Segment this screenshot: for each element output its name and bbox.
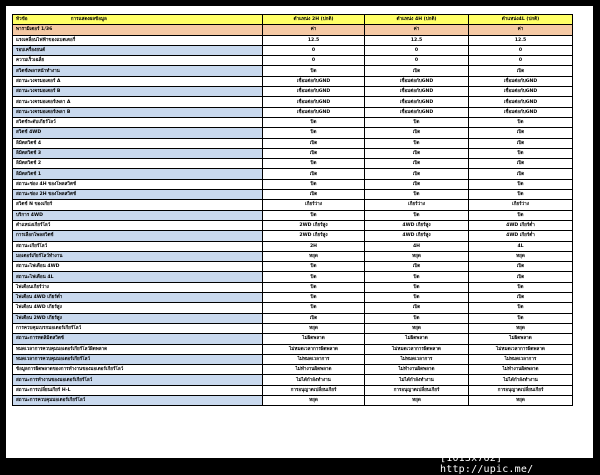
row-label: ลิมิตสวิตช์ 1 xyxy=(13,169,263,179)
value-2h: ไม่ได้กำลังทำงาน xyxy=(263,375,365,385)
value-4l: เชื่อมต่อกับGND xyxy=(469,97,573,107)
row-label: ไฟเตือน 4WD เกียร์ต่ำ xyxy=(13,293,263,303)
header-pos-4l: ตำแหน่ง4L (ปกติ) xyxy=(469,15,573,25)
table-row xyxy=(13,251,573,261)
row-label: ข้อมูลการผิดพลาดของการทำงานของมอเตอร์เกียร์โลว์ xyxy=(13,365,263,375)
value-4h: เปิด xyxy=(365,179,469,189)
table-row xyxy=(13,56,573,66)
table-row xyxy=(13,375,573,385)
value-2h: เชื่อมต่อกับGND xyxy=(263,107,365,117)
value-4h: หยุด xyxy=(365,395,469,405)
header-row xyxy=(13,15,573,25)
row-label: สถานะไฟเตือน 4L xyxy=(13,272,263,282)
row-label: สถานะวงจรมอเตอร์เพลา B xyxy=(13,107,263,117)
value-2h: ปิด xyxy=(263,66,365,76)
value-4l: ปิด xyxy=(469,303,573,313)
header-item: หัวข้อ xyxy=(16,17,28,23)
value-4h: 0 xyxy=(365,56,469,66)
row-label: การควบคุมเบรกมอเตอร์เกียร์โลว์ xyxy=(13,323,263,333)
value-2h: หยุด xyxy=(263,323,365,333)
table-row xyxy=(13,220,573,230)
row-label: สถานะการทดลิมิตสวิตช์ xyxy=(13,334,263,344)
value-2h: ปิด xyxy=(263,210,365,220)
value-4h: เปิด xyxy=(365,128,469,138)
table-row xyxy=(13,385,573,395)
value-2h: ไม่ทำงานผิดพลาด xyxy=(263,365,365,375)
value-4l: ไม่หมดเวลาการ xyxy=(469,354,573,364)
value-4l: 4WD เกียร์ต่ำ xyxy=(469,231,573,241)
value-4l: เปิด xyxy=(469,159,573,169)
value-2h: เชื่อมต่อกับGND xyxy=(263,76,365,86)
row-label: สถานะการทำงานของมอเตอร์เกียร์โลว์ xyxy=(13,375,263,385)
value-4h: เปิด xyxy=(365,303,469,313)
value-4h: เชื่อมต่อกับGND xyxy=(365,97,469,107)
table-row xyxy=(13,262,573,272)
value-4l: 0 xyxy=(469,45,573,55)
value-4l: เกียร์ว่าง xyxy=(469,200,573,210)
subheader-row xyxy=(13,25,573,35)
value-4h: ไม่ผิดพลาด xyxy=(365,334,469,344)
value-4l: เชื่อมต่อกับGND xyxy=(469,76,573,86)
row-label: รอบเครื่องยนต์ xyxy=(13,45,263,55)
value-4h: 4WD เกียร์สูง xyxy=(365,220,469,230)
table-row xyxy=(13,87,573,97)
value-2h: เปิด xyxy=(263,313,365,323)
table-row xyxy=(13,35,573,45)
table-row xyxy=(13,313,573,323)
value-2h: 0 xyxy=(263,56,365,66)
value-2h: ปิด xyxy=(263,128,365,138)
table-row xyxy=(13,210,573,220)
value-4l: ปิด xyxy=(469,190,573,200)
row-label: สถานะช่อง 4H ของโพลสวิตช์ xyxy=(13,179,263,189)
value-2h: ปิด xyxy=(263,262,365,272)
value-4h: ไม่หมดเวลาการผิดพลาด xyxy=(365,344,469,354)
value-4h: เปิด xyxy=(365,148,469,158)
value-4h: ปิด xyxy=(365,210,469,220)
value-2h: หยุด xyxy=(263,251,365,261)
value-4h: เชื่อมต่อกับGND xyxy=(365,107,469,117)
value-4l: 12.5 xyxy=(469,35,573,45)
value-4h: หยุด xyxy=(365,251,469,261)
table-row xyxy=(13,365,573,375)
value-2h: เปิด xyxy=(263,169,365,179)
row-label: สถานะวงจรมอเตอร์เพลา A xyxy=(13,97,263,107)
value-4l: ปิด xyxy=(469,179,573,189)
table-row xyxy=(13,344,573,354)
row-label: ไฟเตือน 2WD เกียร์สูง xyxy=(13,313,263,323)
value-4h: เชื่อมต่อกับGND xyxy=(365,76,469,86)
row-label: ลิมิตสวิตช์ 4 xyxy=(13,138,263,148)
header-display: การแสดงผลข้อมูล xyxy=(70,17,107,23)
value-2h: 2WD เกียร์สูง xyxy=(263,220,365,230)
table-row xyxy=(13,76,573,86)
table-row xyxy=(13,169,573,179)
value-4h: ไม่หมดเวลาการ xyxy=(365,354,469,364)
row-label: สวิตช์ระดับเกียร์โลว์ xyxy=(13,117,263,127)
value-4l: 0 xyxy=(469,56,573,66)
value-2h: ไม่ผิดพลาด xyxy=(263,334,365,344)
value-2h: 0 xyxy=(263,45,365,55)
table-row xyxy=(13,45,573,55)
value-4h: 4H xyxy=(365,241,469,251)
table-row xyxy=(13,293,573,303)
table-row xyxy=(13,190,573,200)
value-4l: เชื่อมต่อกับGND xyxy=(469,87,573,97)
value-2h: เปิด xyxy=(263,138,365,148)
value-4h: ไม่ทำงานผิดพลาด xyxy=(365,365,469,375)
value-2h: ปิด xyxy=(263,272,365,282)
value-4l: เปิด xyxy=(469,169,573,179)
value-4l: ปิด xyxy=(469,282,573,292)
row-label: หมดเวลาการควบคุมมอเตอร์เกียร์โลว์ผิดพลาด xyxy=(13,344,263,354)
value-4h: ปิด xyxy=(365,313,469,323)
value-4l: เปิด xyxy=(469,293,573,303)
value-2h: เปิด xyxy=(263,148,365,158)
table-row xyxy=(13,107,573,117)
value-2h: การอนุญาตเปลี่ยนเกียร์ xyxy=(263,385,365,395)
table-row xyxy=(13,303,573,313)
value-4h: เปิด xyxy=(365,262,469,272)
row-label: มอเตอร์เกียร์โลว์ทำงาน xyxy=(13,251,263,261)
value-4h: หยุด xyxy=(365,323,469,333)
value-2h: ไม่หมดเวลาการผิดพลาด xyxy=(263,344,365,354)
value-4l: เปิด xyxy=(469,138,573,148)
value-4l: ปิด xyxy=(469,148,573,158)
value-2h: เปิด xyxy=(263,190,365,200)
table-row xyxy=(13,272,573,282)
row-label: ไฟเตือนเกียร์ว่าง xyxy=(13,282,263,292)
table-row xyxy=(13,323,573,333)
row-label: ตำแหน่งเกียร์โลว์ xyxy=(13,220,263,230)
value-2h: เชื่อมต่อกับGND xyxy=(263,97,365,107)
value-2h: ปิด xyxy=(263,159,365,169)
table-row xyxy=(13,282,573,292)
row-label: ลิมิตสวิตช์ 2 xyxy=(13,159,263,169)
table-row xyxy=(13,179,573,189)
value-2h: หยุด xyxy=(263,395,365,405)
table-row xyxy=(13,159,573,169)
value-4l: 4WD เกียร์ต่ำ xyxy=(469,220,573,230)
value-4h: ปิด xyxy=(365,293,469,303)
value-2h: ไม่หมดเวลาการ xyxy=(263,354,365,364)
table-row xyxy=(13,354,573,364)
value-2h: ปิด xyxy=(263,303,365,313)
value-4h: การอนุญาตเปลี่ยนเกียร์ xyxy=(365,385,469,395)
row-label: สถานะช่อง 2H ของโพลสวิตช์ xyxy=(13,190,263,200)
row-label: หมดเวลาการควบคุมมอเตอร์เกียร์โลว์ xyxy=(13,354,263,364)
value-4h: เกียร์ว่าง xyxy=(365,200,469,210)
row-label: สถานะเกียร์โลว์ xyxy=(13,241,263,251)
value-4l: 4L xyxy=(469,241,573,251)
table-row xyxy=(13,138,573,148)
value-4l: ปิด xyxy=(469,210,573,220)
header-item-cell xyxy=(13,15,263,25)
value-4l: เปิด xyxy=(469,66,573,76)
data-table xyxy=(12,14,573,406)
value-4h: เชื่อมต่อกับGND xyxy=(365,87,469,97)
value-4h: เปิด xyxy=(365,66,469,76)
row-label: สถานะไฟเตือน 4WD xyxy=(13,262,263,272)
table-row xyxy=(13,231,573,241)
value-4h: เปิด xyxy=(365,169,469,179)
value-2h: 2WD เกียร์สูง xyxy=(263,231,365,241)
value-4l: ปิด xyxy=(469,313,573,323)
value-4l: เชื่อมต่อกับGND xyxy=(469,107,573,117)
value-2h: เชื่อมต่อกับGND xyxy=(263,87,365,97)
parameter-title: พารามิเตอร์ 1/36 xyxy=(13,25,263,35)
watermark: [1013x762] http://upic.me/ xyxy=(440,453,534,475)
value-4h: ปิด xyxy=(365,117,469,127)
value-2h: ปิด xyxy=(263,282,365,292)
row-label: สถานะการเปลี่ยนเกียร์ H-L xyxy=(13,385,263,395)
document-sheet xyxy=(6,6,593,458)
row-label: สวิตช์ N ของเกียร์ xyxy=(13,200,263,210)
table-row xyxy=(13,241,573,251)
row-label: การเลือกโพลสวิตช์ xyxy=(13,231,263,241)
table-row xyxy=(13,200,573,210)
value-4l: เปิด xyxy=(469,262,573,272)
value-header-2: ค่า xyxy=(365,25,469,35)
value-4h: 0 xyxy=(365,45,469,55)
value-4l: หยุด xyxy=(469,323,573,333)
value-4h: 4WD เกียร์สูง xyxy=(365,231,469,241)
table-row xyxy=(13,334,573,344)
value-4h: ปิด xyxy=(365,272,469,282)
value-4h: ปิด xyxy=(365,282,469,292)
row-label: แรงเคลื่อนไฟฟ้าของแบตเตอรี่ xyxy=(13,35,263,45)
value-4l: ไม่ได้กำลังทำงาน xyxy=(469,375,573,385)
value-4l: เปิด xyxy=(469,128,573,138)
value-4l: ไม่ผิดพลาด xyxy=(469,334,573,344)
row-label: ความเร็วเฉลี่ย xyxy=(13,56,263,66)
row-label: ไฟเตือน 4WD เกียร์สูง xyxy=(13,303,263,313)
header-pos-2h: ตำแหน่ง 2H (ปกติ) xyxy=(263,15,365,25)
row-label: บริการ 4WD xyxy=(13,210,263,220)
value-header-3: ค่า xyxy=(469,25,573,35)
table-row xyxy=(13,128,573,138)
value-4h: ปิด xyxy=(365,138,469,148)
table-row xyxy=(13,148,573,158)
header-pos-4h: ตำแหน่ง 4H (ปกติ) xyxy=(365,15,469,25)
value-2h: เกียร์ว่าง xyxy=(263,200,365,210)
row-label: สถานะการควบคุมมอเตอร์เกียร์โลว์ xyxy=(13,395,263,405)
table-row xyxy=(13,117,573,127)
row-label: สวิตช์เพลาหน้าทำงาน xyxy=(13,66,263,76)
value-2h: ปิด xyxy=(263,117,365,127)
value-4l: ไม่หมดเวลาการผิดพลาด xyxy=(469,344,573,354)
row-label: สถานะวงจรมอเตอร์ B xyxy=(13,87,263,97)
row-label: ลิมิตสวิตช์ 3 xyxy=(13,148,263,158)
value-4h: ไม่ได้กำลังทำงาน xyxy=(365,375,469,385)
value-2h: 2H xyxy=(263,241,365,251)
value-4l: ไม่ทำงานผิดพลาด xyxy=(469,365,573,375)
value-header-1: ค่า xyxy=(263,25,365,35)
value-4h: ปิด xyxy=(365,190,469,200)
value-4l: เปิด xyxy=(469,272,573,282)
row-label: สวิตช์ 4WD xyxy=(13,128,263,138)
value-2h: 12.5 xyxy=(263,35,365,45)
table-row xyxy=(13,97,573,107)
value-4h: เปิด xyxy=(365,159,469,169)
table-row xyxy=(13,66,573,76)
value-4h: 12.5 xyxy=(365,35,469,45)
value-4l: หยุด xyxy=(469,395,573,405)
value-4l: การอนุญาตเปลี่ยนเกียร์ xyxy=(469,385,573,395)
value-4l: ปิด xyxy=(469,117,573,127)
table-row xyxy=(13,395,573,405)
value-2h: ปิด xyxy=(263,179,365,189)
value-2h: ปิด xyxy=(263,293,365,303)
row-label: สถานะวงจรมอเตอร์ A xyxy=(13,76,263,86)
value-4l: หยุด xyxy=(469,251,573,261)
